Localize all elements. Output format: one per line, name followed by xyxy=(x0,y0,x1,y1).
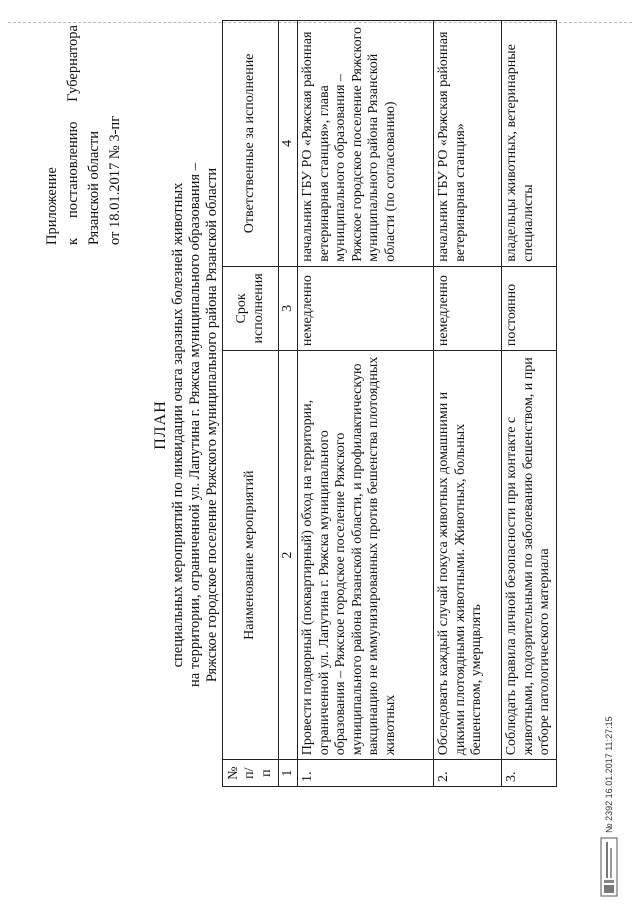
registry-stamp-icon xyxy=(600,837,618,897)
table-row: 1. Провести подворный (поквартирный) обход на территории, ограниченной ул. Лапутина г. Ряжска муниципального образования – Ряжское городское поселение Ряжского муниципального района Рязанской области, и профилактическую вакцинацию не иммунизированных против бешенства плотоядных животных немедленно начальник ГБУ РО «Ряжская районная ветеринарная станция», глава муниципального образования – Ряжское городское поселение Ряжского муниципального района Рязанской области (по согласованию) xyxy=(298,21,434,787)
plan-subtitle-2: на территории, ограниченной ул. Лапутина г. Ряжска муниципального образования – xyxy=(187,163,203,687)
appendix-date: от 18.01.2017 № 3-пг xyxy=(107,115,123,245)
table-row: 2. Обследовать каждый случай покуса животных домашними и дикими плотоядными животными. Животных, больных бешенством, умерщвлять немедленно начальник ГБУ РО «Ряжская районная ветеринарная станция» xyxy=(434,21,502,787)
plan-table xyxy=(222,20,557,787)
appendix-decree-line: к постановлению Губернатора xyxy=(65,25,81,245)
table-header-row xyxy=(223,21,279,787)
appendix-block xyxy=(42,25,126,245)
document-registry-number: № 2392 16.01.2017 11:27:15 xyxy=(604,716,614,833)
header-term: Срок исполнения xyxy=(223,266,279,350)
plan-subtitle-3: Ряжское городское поселение Ряжского муниципального района Рязанской области xyxy=(204,167,220,683)
header-responsible: Ответственные за исполнение xyxy=(223,21,279,267)
plan-title xyxy=(152,95,221,755)
table-index-row: 1 2 3 4 xyxy=(279,21,298,787)
plan-subtitle-1: специальных мероприятий по ликвидации очага заразных болезней животных xyxy=(170,182,186,668)
header-name: Наименование мероприятий xyxy=(223,351,279,760)
table-row: 3. Соблюдать правила личной безопасности при контакте с животными, подозрительными по заболеванию бешенством, и при отборе патологического материала постоянно владельцы животных, ветеринарные специалисты xyxy=(502,21,557,787)
appendix-region: Рязанской области xyxy=(86,131,102,245)
appendix-title: Приложение xyxy=(44,167,60,245)
plan-heading: ПЛАН xyxy=(152,400,169,450)
header-number: № п/п xyxy=(223,760,279,787)
